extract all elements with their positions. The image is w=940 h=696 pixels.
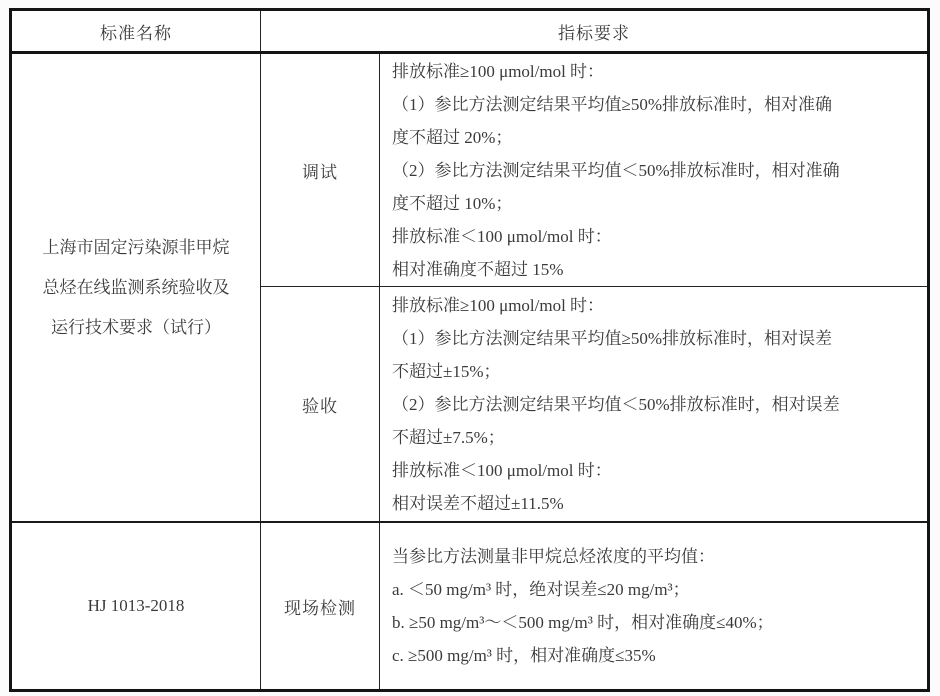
requirement-line: （2）参比方法测定结果平均值＜50%排放标准时，相对准确	[392, 160, 840, 180]
standard-name-line: 总烃在线监测系统验收及	[42, 277, 230, 297]
header-standard-name: 标准名称	[11, 10, 261, 53]
standard-name-line: 运行技术要求（试行）	[51, 317, 221, 337]
requirement-line: 度不超过 10%；	[392, 193, 513, 213]
requirement-line: （1）参比方法测定结果平均值≥50%排放标准时，相对准确	[392, 94, 832, 114]
cell-standard-name-hj1013	[11, 522, 261, 691]
cell-requirements-field-test	[380, 522, 929, 691]
requirement-line: （2）参比方法测定结果平均值＜50%排放标准时，相对误差	[392, 394, 840, 414]
requirement-line: 不超过±7.5%；	[392, 427, 505, 447]
phase-label-field-test: 现场检测	[261, 522, 380, 691]
phase-label-accept: 验收	[261, 287, 380, 523]
table-header-row	[11, 10, 929, 53]
requirement-line: 排放标准＜100 μmol/mol 时：	[392, 226, 612, 246]
requirement-line: 当参比方法测量非甲烷总烃浓度的平均值：	[392, 547, 715, 566]
table-row-hj1013	[11, 522, 929, 691]
requirement-line: b. ≥50 mg/m³～＜500 mg/m³ 时，相对准确度≤40%；	[392, 613, 774, 632]
requirement-line: 不超过±15%；	[392, 361, 501, 381]
requirement-line: a. ＜50 mg/m³ 时，绝对误差≤20 mg/m³；	[392, 580, 690, 599]
requirement-line: 相对准确度不超过 15%	[392, 259, 564, 279]
requirement-line: 排放标准≥100 μmol/mol 时：	[392, 295, 605, 315]
cell-standard-name-shanghai	[11, 53, 261, 523]
table-row-shanghai-debug	[11, 53, 929, 287]
standards-document	[9, 8, 930, 688]
requirement-line: （1）参比方法测定结果平均值≥50%排放标准时，相对误差	[392, 328, 832, 348]
standard-name-line: 上海市固定污染源非甲烷	[42, 237, 230, 257]
requirement-line: 排放标准≥100 μmol/mol 时：	[392, 61, 605, 81]
requirement-line: 排放标准＜100 μmol/mol 时：	[392, 460, 612, 480]
requirement-line: 相对误差不超过±11.5%	[392, 493, 564, 513]
cell-requirements-debug	[380, 53, 929, 287]
requirement-line: 度不超过 20%；	[392, 127, 513, 147]
phase-label-debug: 调试	[261, 53, 380, 287]
cell-requirements-accept	[380, 287, 929, 523]
requirement-line: c. ≥500 mg/m³ 时，相对准确度≤35%	[392, 646, 656, 665]
standards-table	[9, 8, 930, 692]
standard-name-line: HJ 1013-2018	[87, 596, 185, 615]
header-indicator-requirement: 指标要求	[261, 10, 929, 53]
